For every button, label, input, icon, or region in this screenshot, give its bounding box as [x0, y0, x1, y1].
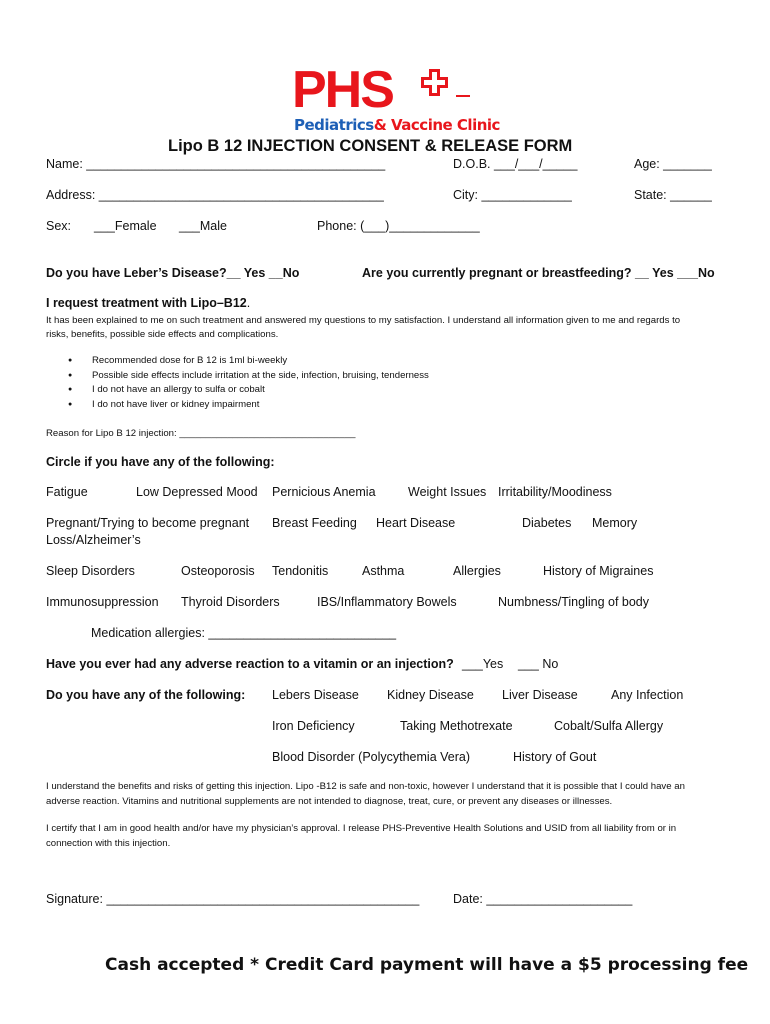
condition-option[interactable]: Tendonitis [272, 564, 329, 578]
request-bullet-list [46, 354, 429, 412]
condition-option[interactable]: History of Migraines [543, 564, 654, 578]
reason-field[interactable]: Reason for Lipo B 12 injection: _________________________________ [46, 428, 356, 439]
bullet-item: ● I do not have liver or kidney impairment [46, 398, 429, 413]
adverse-question: Have you ever had any adverse reaction to a vitamin or an injection? [46, 657, 454, 671]
following-option[interactable]: Blood Disorder (Polycythemia Vera) [272, 750, 470, 764]
condition-option[interactable]: Breast Feeding [272, 516, 357, 530]
request-paragraph-line-1: It has been explained to me on such treatment and answered my questions to my satisfaction. I understand all information given to me and regards to [46, 315, 681, 326]
request-heading-text: I request treatment with Lipo–B12 [46, 296, 247, 310]
condition-option[interactable]: Immunosuppression [46, 595, 159, 609]
condition-option[interactable]: Irritability/Moodiness [498, 485, 612, 499]
pregnant-question[interactable]: Are you currently pregnant or breastfeeding? __ Yes ___No [362, 266, 715, 280]
following-option[interactable]: Taking Methotrexate [400, 719, 513, 733]
following-option[interactable]: Iron Deficiency [272, 719, 355, 733]
condition-option[interactable]: Osteoporosis [181, 564, 255, 578]
condition-option[interactable]: Asthma [362, 564, 405, 578]
logo-subtitle [294, 116, 500, 134]
condition-option[interactable]: Weight Issues [408, 485, 487, 499]
health-statement-line-1: I certify that I am in good health and/or have my physician’s approval. I release PHS-Preventive Health Solutions and USID from all liability from or in [46, 823, 677, 834]
form-title: Lipo B 12 INJECTION CONSENT & RELEASE FORM [168, 137, 573, 155]
age-field[interactable]: Age: _______ [634, 157, 712, 171]
condition-option[interactable]: Sleep Disorders [46, 564, 135, 578]
sex-female-option[interactable]: ___Female [94, 219, 157, 233]
condition-option[interactable]: Diabetes [522, 516, 572, 530]
condition-option[interactable]: Thyroid Disorders [181, 595, 280, 609]
following-label: Do you have any of the following: [46, 688, 246, 702]
state-field[interactable]: State: ______ [634, 188, 712, 202]
condition-option-continued[interactable]: Loss/Alzheimer’s [46, 533, 141, 547]
sex-label: Sex: [46, 219, 72, 233]
condition-option[interactable]: Low Depressed Mood [136, 485, 258, 499]
condition-option[interactable]: Allergies [453, 564, 501, 578]
following-option[interactable]: Liver Disease [502, 688, 578, 702]
circle-heading: Circle if you have any of the following: [46, 455, 275, 469]
address-field[interactable]: Address: _________________________________________ [46, 188, 384, 202]
following-option[interactable]: Lebers Disease [272, 688, 359, 702]
request-heading [46, 296, 250, 310]
logo-text: PHS [292, 61, 393, 119]
phone-field[interactable]: Phone: (___)_____________ [317, 219, 480, 233]
name-field[interactable]: Name: ___________________________________________ [46, 157, 386, 171]
logo-subtitle-pediatrics: Pediatrics [294, 116, 374, 134]
request-heading-period: . [246, 296, 251, 310]
condition-option[interactable]: Numbness/Tingling of body [498, 595, 650, 609]
adverse-yes-option[interactable]: ___Yes [462, 657, 504, 671]
city-field[interactable]: City: _____________ [453, 188, 572, 202]
following-option[interactable]: Any Infection [611, 688, 684, 702]
request-paragraph-line-2: risks, benefits, possible side effects and complications. [46, 329, 279, 340]
medication-allergies-field[interactable]: Medication allergies: ___________________________ [91, 626, 397, 640]
risk-statement-line-2: adverse reaction. Vitamins and nutritional supplements are not intended to diagnose, treat, cure, or prevent any diseases or illnesses. [46, 796, 613, 807]
condition-option[interactable]: Fatigue [46, 485, 88, 499]
adverse-no-option[interactable]: ___ No [518, 657, 559, 671]
signature-field[interactable]: Signature: _____________________________________________ [46, 892, 420, 906]
condition-option[interactable]: Memory [592, 516, 638, 530]
following-option[interactable]: Cobalt/Sulfa Allergy [554, 719, 664, 733]
following-option[interactable]: History of Gout [513, 750, 597, 764]
date-field[interactable]: Date: _____________________ [453, 892, 633, 906]
condition-option[interactable]: Heart Disease [376, 516, 456, 530]
bullet-item: ● Recommended dose for B 12 is 1ml bi-weekly [46, 354, 429, 369]
risk-statement-line-1: I understand the benefits and risks of getting this injection. Lipo -B12 is safe and non-toxic, however I understand that it is possible that I could have an [46, 781, 685, 792]
condition-option[interactable]: Pregnant/Trying to become pregnant [46, 516, 250, 530]
sex-male-option[interactable]: ___Male [179, 219, 227, 233]
medical-cross-icon [418, 66, 452, 100]
logo-dash [456, 95, 470, 97]
condition-option[interactable]: IBS/Inflammatory Bowels [317, 595, 457, 609]
bullet-item: ● Possible side effects include irritation at the side, infection, bruising, tenderness [46, 369, 429, 384]
payment-footer: Cash accepted * Credit Card payment will have a $5 processing fee [105, 955, 749, 975]
clinic-logo [290, 61, 500, 136]
following-option[interactable]: Kidney Disease [387, 688, 474, 702]
dob-field[interactable]: D.O.B. ___/___/_____ [453, 157, 578, 171]
lebers-question[interactable]: Do you have Leber’s Disease?__ Yes __No [46, 266, 300, 280]
bullet-item: ● I do not have an allergy to sulfa or cobalt [46, 383, 429, 398]
condition-option[interactable]: Pernicious Anemia [272, 485, 376, 499]
health-statement-line-2: connection with this injection. [46, 838, 171, 849]
logo-subtitle-rest: & Vaccine Clinic [373, 116, 500, 134]
